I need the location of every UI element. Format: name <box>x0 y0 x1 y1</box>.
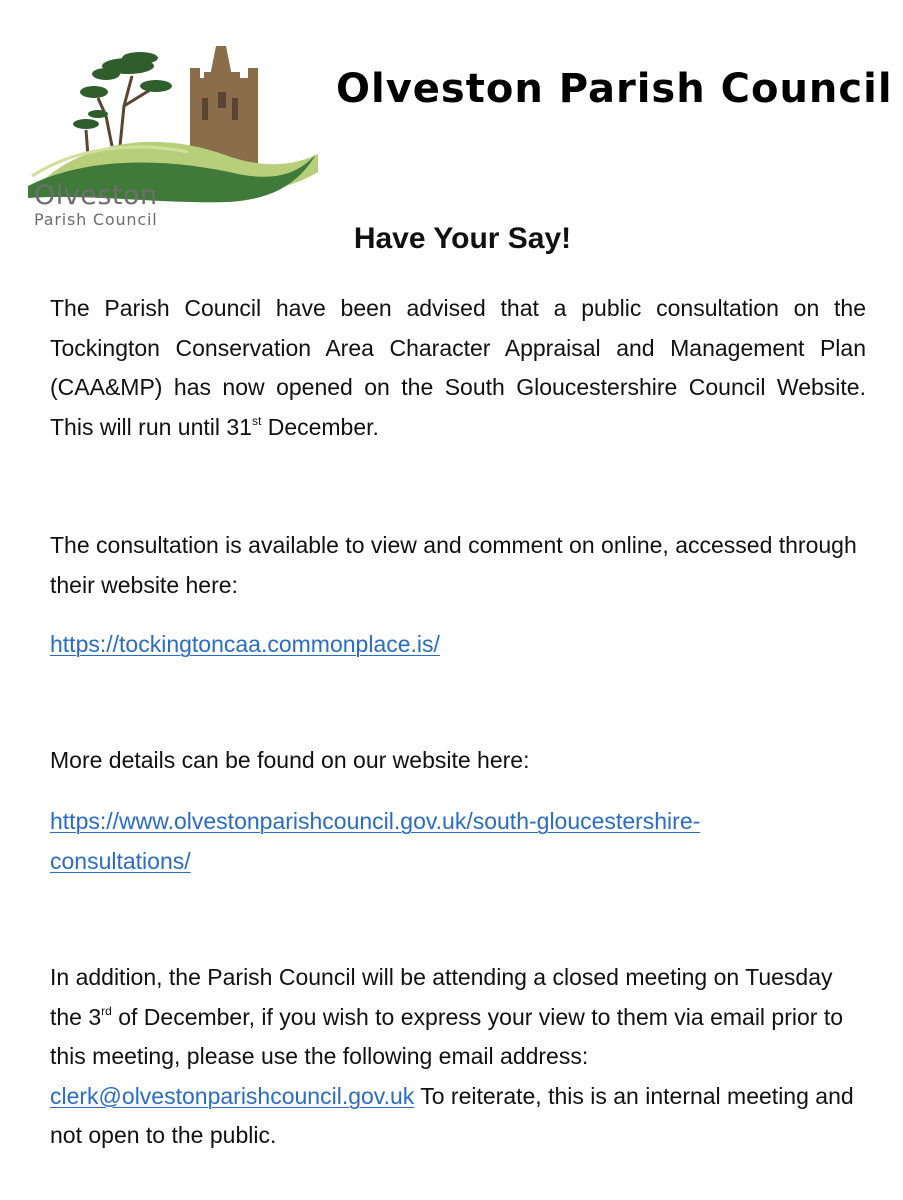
page-title: Olveston Parish Council <box>336 66 893 112</box>
intro-sup: st <box>251 413 262 428</box>
intro-paragraph <box>50 289 866 447</box>
meeting-paragraph <box>50 958 866 1156</box>
intro-text: The Parish Council have been advised that a public consultation on the Tockington Conservation Area Character Appraisal and Management Plan (CAA&MP) has now opened on the South Gloucestershire Council Website. This will run until 31 <box>50 295 866 440</box>
logo-name: Olveston <box>34 180 158 211</box>
meeting-text: In addition, the Parish Council will be attending a closed meeting on Tuesday the 3 <box>50 964 833 1030</box>
meeting-sup: rd <box>101 1003 112 1018</box>
consultation-paragraph: The consultation is available to view and comment on online, accessed through their website here: <box>50 532 857 598</box>
meeting-text-mid: of December, if you wish to express your view to them via email prior to this meeting, please use the following email address: <box>50 1003 844 1069</box>
website-link[interactable] <box>50 808 700 874</box>
website-link-line2[interactable]: consultations/ <box>50 847 191 874</box>
intro-text-end: December. <box>261 413 379 440</box>
details-link-block <box>50 802 866 881</box>
logo-subtitle: Parish Council <box>34 210 158 229</box>
consultation-link-block <box>50 625 866 665</box>
meeting-text-end: To reiterate, this is an internal meeting and not open to the public. <box>50 1082 854 1148</box>
details-paragraph: More details can be found on our website here: <box>50 747 530 773</box>
consultation-link[interactable]: https://tockingtoncaa.commonplace.is/ <box>50 631 440 657</box>
website-link-line1[interactable]: https://www.olvestonparishcouncil.gov.uk/south-gloucestershire- <box>50 808 701 834</box>
headline: Have Your Say! <box>353 222 572 255</box>
email-link[interactable]: clerk@olvestonparishcouncil.gov.uk <box>50 1082 415 1109</box>
